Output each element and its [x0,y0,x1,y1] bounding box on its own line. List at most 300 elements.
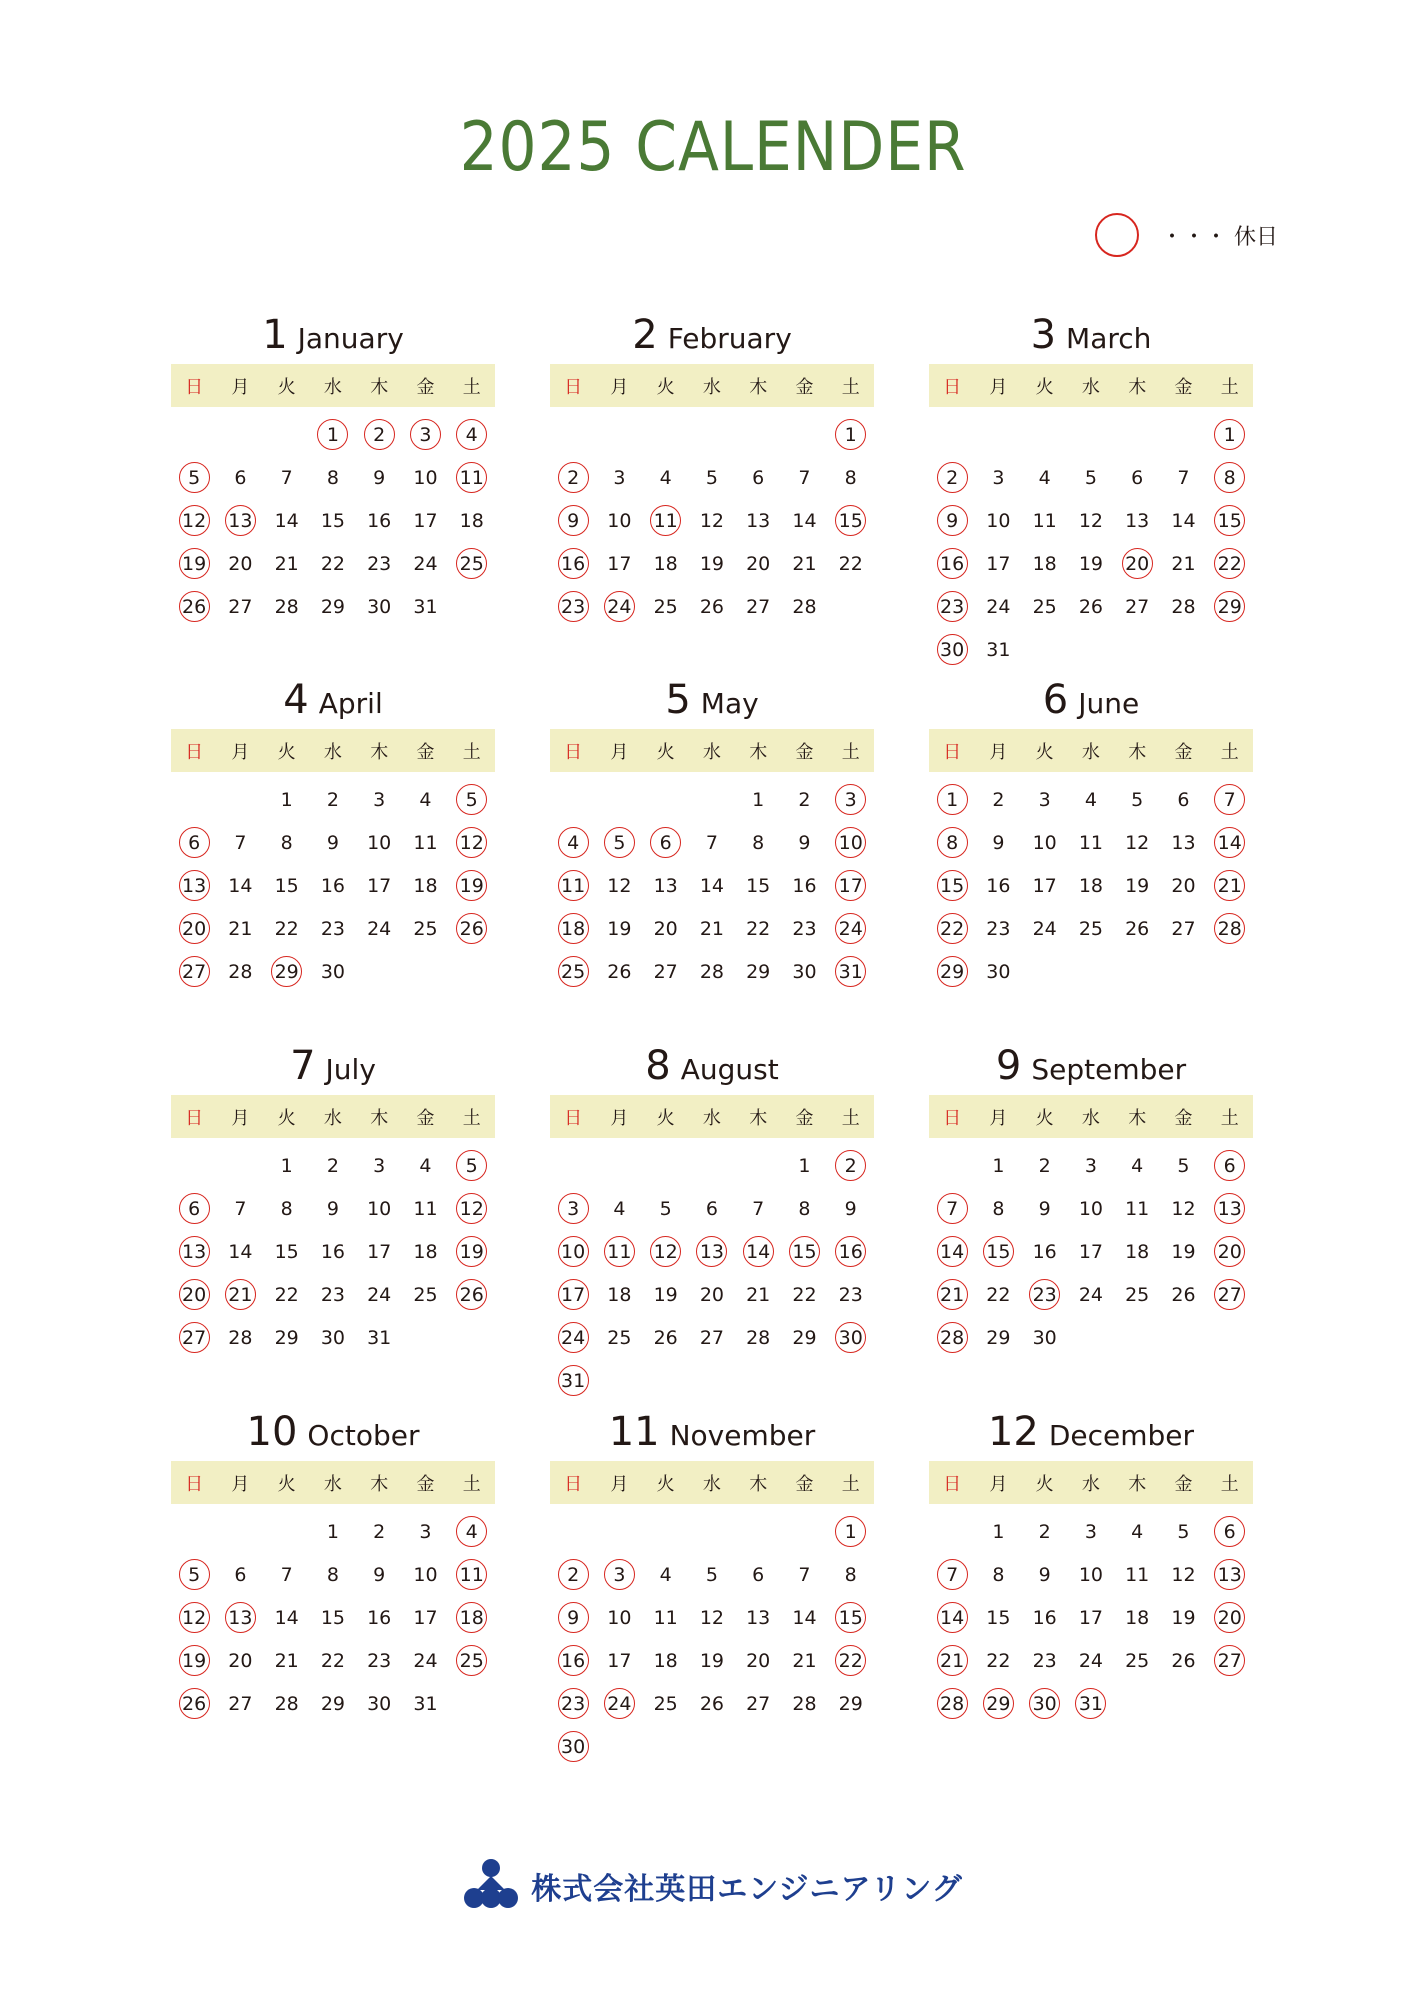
day-cell: 29 [274,1326,299,1349]
day-cell: 9 [844,1197,857,1220]
weekday-label: 月 [231,376,250,398]
holiday-day-cell: 4 [449,1510,495,1553]
weekday-label: 土 [462,376,481,398]
day-cell: 13 [653,874,678,897]
day-cell: 15 [320,1606,346,1629]
holiday-day-cell: 31 [550,1359,596,1402]
weekday-label: 日 [564,376,583,398]
weekday-label: 月 [231,1107,250,1129]
day-cell: 20 [228,1649,253,1672]
month-number: 8 [645,1043,671,1089]
day-cell: 11 [413,831,438,854]
weekday-header-row [171,1095,495,1138]
holiday-day-cell: 13 [217,499,263,542]
holiday-day-cell: 24 [596,585,642,628]
month-name: October [307,1419,420,1452]
weekday-label: 土 [1220,741,1239,763]
month-october [171,1403,495,1725]
holiday-day-cell: 13 [217,1596,263,1639]
month-header [171,1037,495,1095]
company-name: 株式会社英田エンジニアリング [531,1872,963,1907]
day-cell: 9 [326,1197,339,1220]
day-cell: 2 [1038,1154,1051,1177]
weekday-label: 火 [656,376,675,398]
holiday-day-cell: 19 [171,1639,217,1682]
day-cell: 3 [1084,1520,1097,1543]
day-cell: 3 [613,466,626,489]
month-november [550,1403,874,1768]
holiday-day-cell: 6 [643,821,689,864]
weekday-label: 水 [1081,1473,1100,1495]
day-cell: 18 [459,509,484,532]
day-cell: 10 [1078,1197,1104,1220]
day-cell: 11 [413,1197,438,1220]
month-number: 6 [1042,677,1069,723]
holiday-day-cell: 7 [929,1187,975,1230]
day-cell: 9 [1038,1563,1051,1586]
day-cell: 12 [1171,1563,1196,1586]
day-cell: 14 [699,874,725,897]
month-april [171,671,495,993]
holiday-day-cell: 31 [828,950,874,993]
day-cell: 14 [1171,509,1196,532]
day-cell: 24 [1032,917,1057,940]
day-cell: 20 [1171,874,1196,897]
holiday-circle-icon [1095,213,1139,257]
holiday-day-cell: 16 [828,1230,874,1273]
weekday-label: 月 [231,741,250,763]
day-cell: 27 [653,960,678,983]
holiday-day-cell: 19 [449,864,495,907]
weekday-label: 日 [185,1107,204,1129]
holiday-day-cell: 8 [1207,456,1253,499]
holiday-day-cell: 29 [1207,585,1253,628]
day-cell: 7 [752,1197,765,1220]
day-cell: 18 [653,1649,678,1672]
weekday-label: 金 [416,1107,435,1129]
holiday-day-cell: 16 [550,542,596,585]
holiday-day-cell: 7 [929,1553,975,1596]
day-cell: 4 [1131,1520,1144,1543]
day-cell: 2 [798,788,811,811]
weekday-header-row [171,364,495,407]
day-cell: 22 [320,1649,346,1672]
day-cell: 14 [274,1606,299,1629]
day-cell: 16 [367,1606,392,1629]
day-cell: 3 [1084,1154,1097,1177]
day-cell: 19 [699,1649,725,1672]
weekday-label: 金 [1174,1473,1193,1495]
weekday-header-row [550,729,874,772]
month-number: 2 [632,312,658,358]
day-cell: 16 [792,874,817,897]
day-cell: 4 [659,1563,672,1586]
holiday-day-cell: 30 [550,1725,596,1768]
day-cell: 18 [413,874,438,897]
day-cell: 16 [320,874,346,897]
day-cell: 1 [752,788,765,811]
empty-day-cell [171,413,217,456]
day-cell: 6 [234,1563,247,1586]
empty-day-cell [264,1510,310,1553]
day-cell: 15 [320,509,346,532]
day-cell: 23 [367,1649,392,1672]
day-cell: 16 [986,874,1011,897]
holiday-day-cell: 18 [550,907,596,950]
month-header [550,1403,874,1461]
day-cell: 17 [1078,1240,1104,1263]
day-cell: 6 [1131,466,1144,489]
day-cell: 18 [607,1283,632,1306]
holiday-day-cell: 13 [1207,1187,1253,1230]
weekday-label: 木 [1128,1107,1147,1129]
day-cell: 18 [1078,874,1104,897]
weekday-label: 日 [943,376,962,398]
day-cell: 10 [367,1197,392,1220]
weekday-label: 日 [185,376,204,398]
month-february [550,306,874,628]
day-cell: 2 [992,788,1005,811]
day-cell: 27 [746,1692,771,1715]
holiday-day-cell: 5 [449,778,495,821]
day-cell: 16 [1032,1606,1057,1629]
day-cell: 2 [326,788,339,811]
month-december [929,1403,1253,1725]
holiday-day-cell: 25 [550,950,596,993]
day-cell: 4 [419,1154,432,1177]
day-cell: 10 [1032,831,1057,854]
weekday-label: 火 [277,1473,296,1495]
day-grid [550,1510,874,1768]
month-august [550,1037,874,1402]
empty-day-cell [1068,413,1114,456]
holiday-day-cell: 1 [929,778,975,821]
day-cell: 27 [746,595,771,618]
day-cell: 9 [326,831,339,854]
holiday-day-cell: 21 [217,1273,263,1316]
empty-day-cell [217,1510,263,1553]
month-header [929,1037,1253,1095]
weekday-label: 木 [1128,1473,1147,1495]
day-cell: 14 [792,1606,817,1629]
day-cell: 9 [1038,1197,1051,1220]
day-cell: 12 [1078,509,1104,532]
holiday-day-cell: 12 [449,1187,495,1230]
weekday-label: 日 [943,741,962,763]
day-grid [929,778,1253,993]
day-cell: 25 [1078,917,1104,940]
day-cell: 6 [1177,788,1190,811]
weekday-label: 火 [1035,1473,1054,1495]
holiday-day-cell: 27 [1207,1273,1253,1316]
holiday-day-cell: 3 [596,1553,642,1596]
month-header [929,306,1253,364]
holiday-day-cell: 1 [828,413,874,456]
weekday-label: 水 [1081,376,1100,398]
weekday-label: 水 [702,376,721,398]
weekday-label: 土 [462,1107,481,1129]
weekday-label: 火 [656,1473,675,1495]
day-cell: 7 [280,466,293,489]
weekday-label: 土 [841,1107,860,1129]
day-cell: 3 [992,466,1005,489]
weekday-label: 木 [749,1473,768,1495]
month-may [550,671,874,993]
day-cell: 10 [1078,1563,1104,1586]
day-cell: 28 [228,960,253,983]
weekday-label: 火 [656,1107,675,1129]
holiday-day-cell: 13 [1207,1553,1253,1596]
day-cell: 5 [1177,1154,1190,1177]
holiday-day-cell: 19 [171,542,217,585]
empty-day-cell [643,1144,689,1187]
month-header [171,671,495,729]
day-cell: 11 [1125,1563,1150,1586]
day-cell: 12 [699,1606,725,1629]
day-cell: 9 [992,831,1005,854]
weekday-header-row [171,1461,495,1504]
holiday-day-cell: 2 [356,413,402,456]
holiday-day-cell: 27 [171,1316,217,1359]
day-cell: 25 [413,1283,438,1306]
holiday-day-cell: 5 [171,456,217,499]
day-cell: 15 [986,1606,1011,1629]
day-cell: 7 [280,1563,293,1586]
holiday-day-cell: 27 [1207,1639,1253,1682]
weekday-label: 木 [370,741,389,763]
holiday-day-cell: 10 [828,821,874,864]
holiday-day-cell: 2 [929,456,975,499]
holiday-day-cell: 29 [264,950,310,993]
holiday-day-cell: 24 [596,1682,642,1725]
day-cell: 24 [1078,1283,1104,1306]
month-march [929,306,1253,671]
weekday-label: 月 [610,741,629,763]
day-cell: 7 [234,1197,247,1220]
day-cell: 21 [274,1649,299,1672]
weekday-label: 火 [1035,1107,1054,1129]
weekday-label: 土 [841,1473,860,1495]
weekday-label: 金 [795,1107,814,1129]
month-name: September [1031,1053,1187,1086]
day-cell: 17 [367,1240,392,1263]
weekday-label: 月 [989,741,1008,763]
holiday-day-cell: 19 [449,1230,495,1273]
month-header [929,671,1253,729]
day-cell: 27 [1125,595,1150,618]
weekday-label: 火 [1035,376,1054,398]
holiday-day-cell: 11 [643,499,689,542]
day-cell: 8 [992,1563,1005,1586]
day-cell: 26 [607,960,632,983]
holiday-day-cell: 7 [1207,778,1253,821]
holiday-day-cell: 2 [828,1144,874,1187]
day-cell: 23 [1032,1649,1057,1672]
holiday-day-cell: 22 [1207,542,1253,585]
weekday-label: 火 [277,376,296,398]
day-cell: 5 [1131,788,1144,811]
day-cell: 4 [613,1197,626,1220]
day-cell: 19 [1171,1606,1196,1629]
month-name: March [1066,322,1152,355]
day-cell: 25 [413,917,438,940]
day-cell: 14 [792,509,817,532]
empty-day-cell [596,413,642,456]
weekday-label: 金 [1174,741,1193,763]
weekday-label: 木 [370,376,389,398]
weekday-label: 水 [702,1473,721,1495]
day-cell: 25 [607,1326,632,1349]
holiday-day-cell: 6 [171,1187,217,1230]
weekday-header-row [550,1461,874,1504]
day-cell: 1 [326,1520,339,1543]
day-cell: 4 [1084,788,1097,811]
day-cell: 21 [746,1283,771,1306]
month-number: 7 [290,1043,316,1089]
holiday-day-cell: 10 [550,1230,596,1273]
holiday-day-cell: 9 [929,499,975,542]
day-cell: 31 [413,595,438,618]
weekday-label: 木 [370,1107,389,1129]
empty-day-cell [929,1510,975,1553]
holiday-day-cell: 28 [929,1316,975,1359]
holiday-day-cell: 13 [689,1230,735,1273]
day-cell: 1 [992,1154,1005,1177]
holiday-day-cell: 14 [735,1230,781,1273]
day-cell: 11 [1078,831,1104,854]
month-name: August [680,1053,779,1086]
day-cell: 26 [699,595,725,618]
day-cell: 14 [274,509,299,532]
month-number: 3 [1030,312,1057,358]
day-cell: 11 [1125,1197,1150,1220]
weekday-label: 土 [462,1473,481,1495]
month-name: May [700,687,759,720]
holiday-day-cell: 6 [171,821,217,864]
holiday-day-cell: 23 [929,585,975,628]
empty-day-cell [689,1510,735,1553]
day-cell: 26 [653,1326,678,1349]
day-cell: 3 [373,1154,386,1177]
holiday-day-cell: 23 [550,585,596,628]
empty-day-cell [217,778,263,821]
weekday-label: 火 [277,1107,296,1129]
weekday-label: 木 [1128,741,1147,763]
weekday-label: 土 [1220,1473,1239,1495]
weekday-label: 月 [231,1473,250,1495]
day-cell: 19 [1125,874,1150,897]
day-cell: 22 [746,917,771,940]
day-cell: 8 [844,1563,857,1586]
day-cell: 25 [1125,1649,1150,1672]
legend [1095,212,1278,258]
weekday-header-row [171,729,495,772]
holiday-day-cell: 24 [550,1316,596,1359]
weekday-label: 金 [416,1473,435,1495]
day-cell: 11 [1032,509,1057,532]
empty-day-cell [550,1144,596,1187]
month-number: 10 [246,1409,298,1455]
holiday-day-cell: 11 [550,864,596,907]
weekday-label: 土 [1220,1107,1239,1129]
day-cell: 9 [373,466,386,489]
day-cell: 20 [746,552,771,575]
holiday-day-cell: 6 [1207,1144,1253,1187]
weekday-label: 木 [1128,376,1147,398]
day-cell: 21 [699,917,725,940]
empty-day-cell [550,778,596,821]
day-cell: 7 [798,1563,811,1586]
weekday-label: 水 [702,741,721,763]
month-header [929,1403,1253,1461]
day-cell: 17 [1032,874,1057,897]
day-grid [171,413,495,628]
day-cell: 8 [280,831,293,854]
empty-day-cell [550,413,596,456]
weekday-label: 火 [1035,741,1054,763]
day-cell: 16 [1032,1240,1057,1263]
holiday-day-cell: 13 [171,1230,217,1273]
day-cell: 22 [274,917,299,940]
day-cell: 10 [413,1563,438,1586]
weekday-label: 水 [1081,741,1100,763]
day-cell: 7 [234,831,247,854]
holiday-day-cell: 11 [449,456,495,499]
holiday-day-cell: 20 [1114,542,1160,585]
month-september [929,1037,1253,1359]
month-header [171,306,495,364]
day-cell: 28 [792,595,817,618]
month-june [929,671,1253,993]
day-cell: 29 [792,1326,817,1349]
month-header [171,1403,495,1461]
day-cell: 29 [838,1692,863,1715]
day-cell: 4 [1038,466,1051,489]
month-number: 12 [987,1409,1039,1455]
holiday-day-cell: 22 [828,1639,874,1682]
holiday-day-cell: 4 [449,413,495,456]
empty-day-cell [1160,413,1206,456]
day-cell: 30 [986,960,1011,983]
day-cell: 21 [1171,552,1196,575]
month-name: February [667,322,792,355]
day-cell: 25 [653,1692,678,1715]
day-grid [171,778,495,993]
weekday-label: 水 [323,741,342,763]
day-cell: 12 [1125,831,1150,854]
holiday-day-cell: 3 [828,778,874,821]
month-name: January [297,322,404,355]
holiday-day-cell: 11 [596,1230,642,1273]
day-cell: 15 [274,1240,299,1263]
day-cell: 28 [274,1692,299,1715]
month-number: 11 [608,1409,660,1455]
weekday-label: 木 [749,1107,768,1129]
empty-day-cell [264,413,310,456]
holiday-day-cell: 5 [171,1553,217,1596]
day-cell: 25 [1125,1283,1150,1306]
holiday-day-cell: 6 [1207,1510,1253,1553]
empty-day-cell [171,778,217,821]
day-cell: 19 [1078,552,1104,575]
holiday-day-cell: 4 [550,821,596,864]
day-grid [550,413,874,628]
holiday-day-cell: 30 [828,1316,874,1359]
holiday-day-cell: 5 [596,821,642,864]
holiday-day-cell: 20 [171,907,217,950]
holiday-day-cell: 12 [643,1230,689,1273]
weekday-label: 日 [564,741,583,763]
